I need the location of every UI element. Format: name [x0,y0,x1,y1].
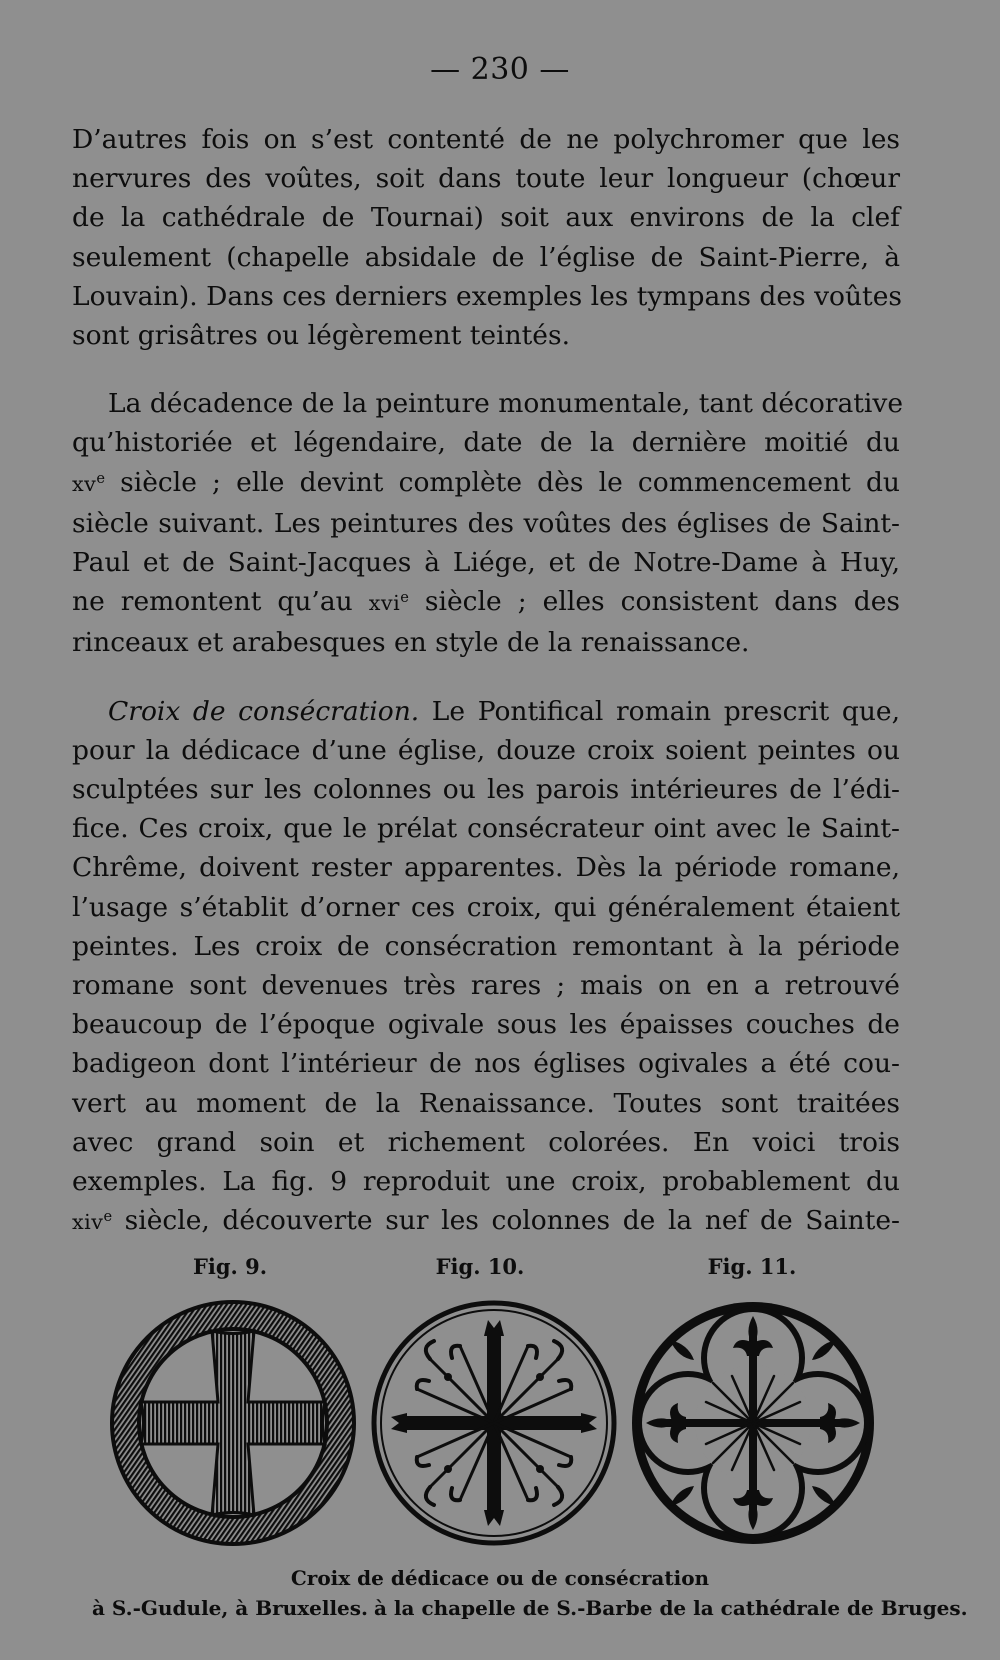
text-fragment: siècle ; elles consistent dans des [408,586,901,618]
text-fragment: Le Pontifical romain prescrit que, [419,695,900,727]
text-line: Louvain). Dans ces derniers exemples les tympans des voûtes [72,280,902,312]
text-line: de la cathédrale de Tournai) soit aux environs de la clef [72,202,900,234]
text-fragment: ne remontent qu’au [72,586,369,618]
text-line: fice. Ces croix, que le prélat consécrateur oint avec le Saint- [72,813,900,845]
section-heading: Croix de consécration. [108,695,420,727]
superscript: e [96,469,105,487]
text-line: l’usage s’établit d’orner ces croix, qui généralement étaient [72,891,900,923]
text-line: La décadence de la peinture monumentale, tant décorative [108,388,904,420]
text-line: nervures des voûtes, soit dans toute leur longueur (chœur [72,163,900,195]
text-line: badigeon dont l’intérieur de nos églises ogivales a été cou- [72,1048,900,1080]
superscript: e [103,1208,113,1226]
text-line: avec grand soin et richement colorées. En voici trois [72,1126,900,1158]
text-line [72,692,900,731]
consecration-cross-fig9 [108,1298,358,1548]
text-line: vert au moment de la Renaissance. Toutes sont traitées [72,1087,900,1119]
text-line: siècle suivant. Les peintures des voûtes des églises de Saint- [72,507,900,539]
fig-11-label: Fig. 11. [707,1254,797,1279]
paragraph-polychromy [72,120,900,355]
figure-caption-left: à S.-Gudule, à Bruxelles. [92,1596,369,1620]
superscript: e [400,589,409,607]
text-line: beaucoup de l’époque ogivale sous les épaisses couches de [72,1009,900,1041]
text-line [72,582,900,623]
century-numeral: xiv [72,1210,104,1235]
text-line: peintes. Les croix de consécration remontant à la période [72,930,900,962]
text-line [72,1201,900,1242]
figure-caption-right: à la chapelle de S.-Barbe de la cathédrale de Bruges. [374,1596,968,1620]
page-number: — 230 — [430,52,570,87]
century-numeral: xv [72,471,97,496]
text-fragment: siècle, découverte sur les colonnes de la nef de Sainte- [112,1205,900,1237]
body-text [72,120,904,1242]
consecration-cross-fig10 [370,1298,618,1548]
text-line: Chrême, doivent rester apparentes. Dès la période romane, [72,852,900,884]
text-line: pour la dédicace d’une église, douze croix soient peintes ou [72,734,900,766]
text-line: qu’historiée et légendaire, date de la dernière moitié du [72,427,900,459]
text-line: rinceaux et arabesques en style de la renaissance. [72,627,750,659]
text-line: Paul et de Saint-Jacques à Liége, et de Notre-Dame à Huy, [72,547,900,579]
fig-10-label: Fig. 10. [435,1254,525,1279]
text-line: sculptées sur les colonnes ou les parois intérieures de l’édi- [72,774,900,806]
text-line [72,463,900,504]
text-line: seulement (chapelle absidale de l’église de Saint-Pierre, à [72,241,900,273]
paragraph-decadence [72,384,904,662]
fig-9-label: Fig. 9. [192,1254,268,1279]
text-line: sont grisâtres ou légèrement teintés. [72,320,571,352]
paragraph-consecration [72,692,900,1243]
figure-caption-title: Croix de dédicace ou de consécration [290,1566,710,1590]
century-numeral: xvi [368,591,401,616]
text-fragment: siècle ; elle devint complète dès le commencement du [104,466,900,498]
text-line: D’autres fois on s’est contenté de ne polychromer que les [72,124,900,155]
text-line: romane sont devenues très rares ; mais on en a retrouvé [72,970,900,1002]
text-line: exemples. La fig. 9 reproduit une croix, probablement du [72,1166,900,1198]
consecration-cross-fig11 [628,1298,878,1548]
